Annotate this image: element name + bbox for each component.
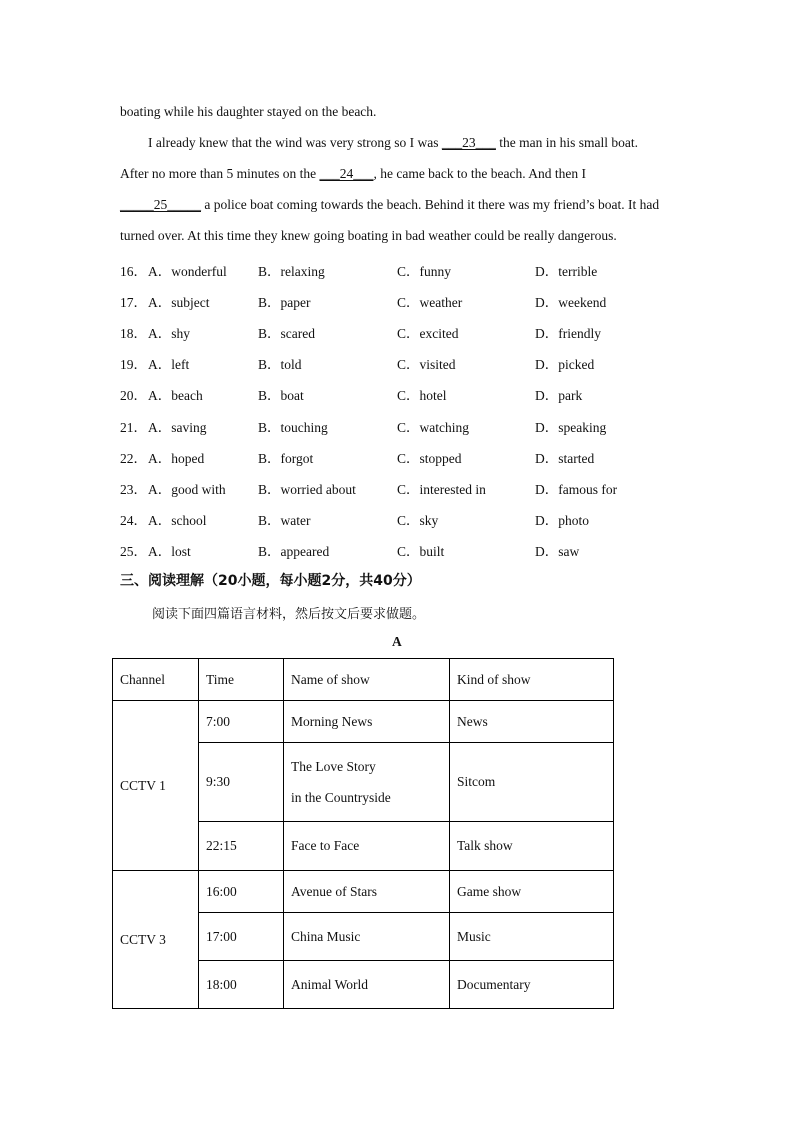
table-header-row bbox=[113, 659, 614, 701]
show-name-cell: Avenue of Stars bbox=[284, 871, 450, 913]
question-number: 16． bbox=[120, 264, 147, 279]
option-b: B．paper bbox=[258, 295, 311, 311]
option-b: B．boat bbox=[258, 388, 304, 404]
passage-line-3 bbox=[120, 166, 586, 182]
blank-23: ___23___ bbox=[441, 135, 496, 150]
question-number: 17． bbox=[120, 295, 147, 311]
option-b: B．touching bbox=[258, 419, 328, 435]
show-kind-cell: Game show bbox=[450, 871, 614, 913]
channel-cell: CCTV 3 bbox=[113, 871, 199, 1009]
tv-schedule-table bbox=[112, 658, 614, 1009]
option-a: A．left bbox=[148, 357, 190, 373]
question-number: 18． bbox=[120, 326, 147, 342]
option-c: C．excited bbox=[397, 326, 459, 342]
table-row bbox=[113, 871, 614, 913]
option-b: B．worried about bbox=[258, 481, 356, 497]
header-channel: Channel bbox=[113, 659, 199, 701]
show-name-line: The Love Story bbox=[291, 759, 376, 774]
question-number: 23． bbox=[120, 481, 147, 497]
question-number: 20． bbox=[120, 388, 147, 404]
time-cell: 7:00 bbox=[199, 701, 284, 743]
question-number: 21． bbox=[120, 419, 147, 435]
passage-line-2 bbox=[148, 135, 638, 151]
show-kind-cell: Music bbox=[450, 913, 614, 961]
passage-text-segment: a police boat coming towards the beach. Behind it there was my friend’s boat. It had bbox=[201, 197, 660, 212]
option-d: D．photo bbox=[535, 512, 589, 528]
blank-25: _____25_____ bbox=[120, 197, 201, 212]
question-number: 25． bbox=[120, 543, 147, 559]
option-a: A．saving bbox=[148, 419, 207, 435]
option-c: C．hotel bbox=[397, 388, 447, 404]
header-name: Name of show bbox=[284, 659, 450, 701]
show-kind-cell: Sitcom bbox=[450, 743, 614, 822]
option-c: C．visited bbox=[397, 357, 456, 373]
question-number: 22． bbox=[120, 450, 147, 466]
option-b: B．told bbox=[258, 357, 302, 373]
option-b: B．forgot bbox=[258, 450, 314, 466]
option-d: D．park bbox=[535, 388, 583, 404]
option-b: B．scared bbox=[258, 326, 315, 342]
passage-line-5: turned over. At this time they knew going boating in bad weather could be really dangerous. bbox=[120, 228, 617, 243]
option-c: C．stopped bbox=[397, 450, 462, 466]
channel-cell: CCTV 1 bbox=[113, 701, 199, 871]
header-time: Time bbox=[199, 659, 284, 701]
option-a: A．lost bbox=[148, 543, 191, 559]
option-c: C．built bbox=[397, 543, 445, 559]
show-name-cell bbox=[284, 743, 450, 822]
option-d: D．terrible bbox=[535, 264, 598, 279]
time-cell: 22:15 bbox=[199, 822, 284, 871]
option-a: A．subject bbox=[148, 295, 210, 311]
time-cell: 9:30 bbox=[199, 743, 284, 822]
option-d: D．saw bbox=[535, 543, 580, 559]
option-a: A．beach bbox=[148, 388, 203, 404]
option-c: C．weather bbox=[397, 295, 463, 311]
option-a: A．wonderful bbox=[148, 264, 227, 279]
option-d: D．picked bbox=[535, 357, 595, 373]
option-c: C．sky bbox=[397, 512, 439, 528]
passage-line-1: boating while his daughter stayed on the beach. bbox=[120, 104, 377, 119]
passage-text-segment: the man in his small boat. bbox=[495, 135, 639, 150]
table-row bbox=[113, 701, 614, 743]
option-d: D．friendly bbox=[535, 326, 601, 342]
blank-24: ___24___ bbox=[319, 166, 374, 181]
option-c: C．funny bbox=[397, 264, 451, 279]
show-name-cell: Animal World bbox=[284, 961, 450, 1009]
question-number: 19． bbox=[120, 357, 147, 373]
time-cell: 17:00 bbox=[199, 913, 284, 961]
passage-line-4 bbox=[120, 197, 659, 213]
question-number: 24． bbox=[120, 512, 147, 528]
option-c: C．interested in bbox=[397, 481, 486, 497]
show-kind-cell: News bbox=[450, 701, 614, 743]
show-name-cell: China Music bbox=[284, 913, 450, 961]
option-a: A．shy bbox=[148, 326, 191, 342]
show-name-cell: Morning News bbox=[284, 701, 450, 743]
option-d: D．weekend bbox=[535, 295, 607, 311]
show-name-line: in the Countryside bbox=[291, 790, 391, 805]
section-title: 三、阅读理解（20小题，每小题2分，共40分） bbox=[120, 573, 421, 589]
passage-text-segment: I already knew that the wind was very strong so I was bbox=[148, 135, 442, 150]
passage-text-segment: After no more than 5 minutes on the bbox=[120, 166, 320, 181]
option-a: A．hoped bbox=[148, 450, 205, 466]
option-d: D．famous for bbox=[535, 481, 618, 497]
passage-text-segment: , he came back to the beach. And then I bbox=[373, 166, 587, 181]
time-cell: 16:00 bbox=[199, 871, 284, 913]
option-b: B．water bbox=[258, 512, 311, 528]
option-c: C．watching bbox=[397, 419, 469, 435]
show-kind-cell: Talk show bbox=[450, 822, 614, 871]
show-kind-cell: Documentary bbox=[450, 961, 614, 1009]
header-kind: Kind of show bbox=[450, 659, 614, 701]
option-d: D．started bbox=[535, 450, 595, 466]
option-a: A．school bbox=[148, 512, 207, 528]
section-instruction: 阅读下面四篇语言材料，然后按文后要求做题。 bbox=[152, 607, 426, 622]
option-b: B．appeared bbox=[258, 543, 330, 559]
option-a: A．good with bbox=[148, 481, 226, 497]
option-b: B．relaxing bbox=[258, 264, 325, 279]
show-name-cell: Face to Face bbox=[284, 822, 450, 871]
time-cell: 18:00 bbox=[199, 961, 284, 1009]
passage-label: A bbox=[392, 634, 402, 649]
option-d: D．speaking bbox=[535, 419, 607, 435]
